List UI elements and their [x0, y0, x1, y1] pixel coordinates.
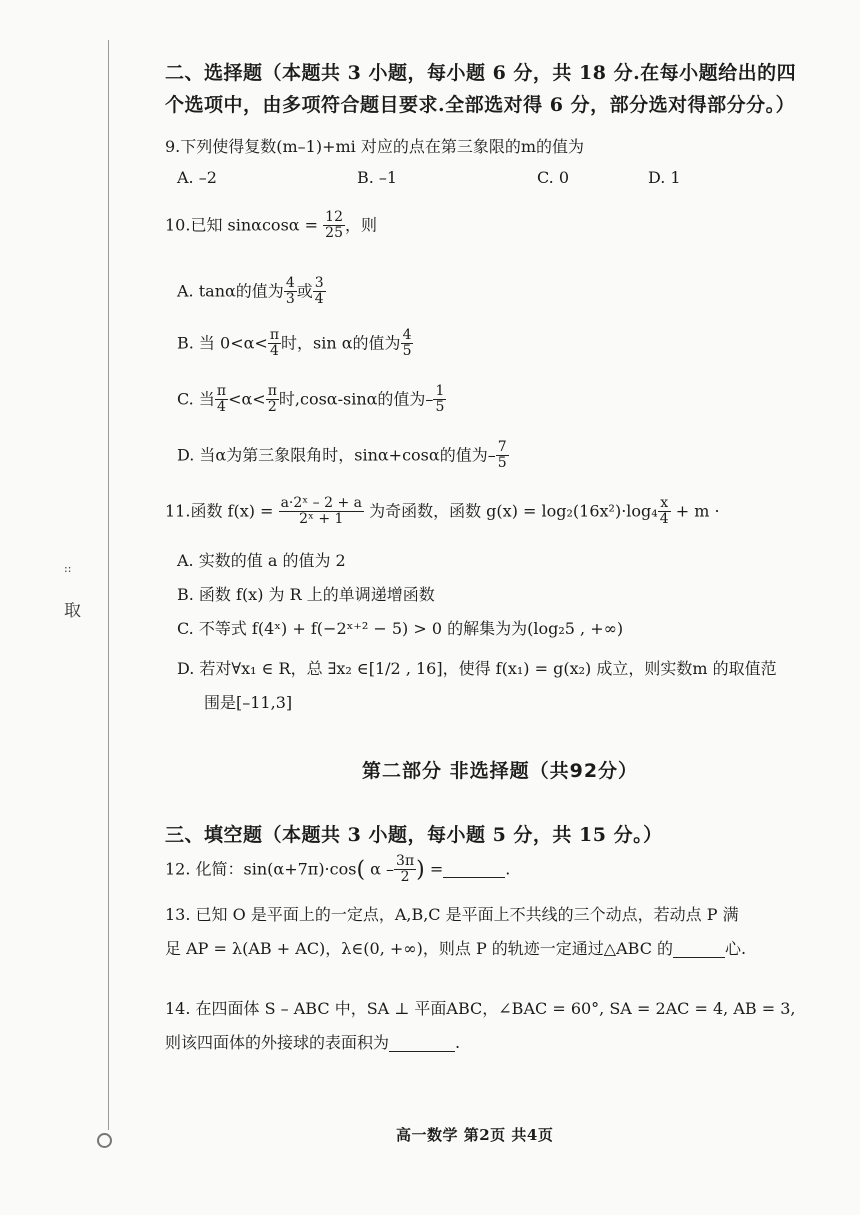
q14-answer-blank[interactable]	[389, 1035, 455, 1052]
q9-option-d: D. 1	[648, 168, 681, 187]
q9-option-c: C. 0	[537, 168, 570, 187]
q10-option-d: D. 当α为第三象限角时，sinα+cosα的值为– $\frac{7}{5}$	[177, 439, 507, 472]
q11-option-b: B. 函数 f(x) 为 R 上的单调递增函数	[177, 585, 435, 604]
section3-heading: 三、填空题（本题共 3 小题，每小题 5 分，共 15 分。）	[165, 824, 663, 846]
q10-option-c: C. 当 $\frac{\pi}{4}$ <α< $\frac{\pi}{2}$ 时,cosα-sinα的值为– $\frac{1}{5}$	[177, 383, 445, 416]
section2-heading-line2: 个选项中，由多项符合题目要求.全部选对得 6 分，部分选对得部分分。）	[165, 94, 796, 116]
section2-heading-line1: 二、选择题（本题共 3 小题，每小题 6 分，共 18 分.在每小题给出的四	[165, 62, 797, 84]
binding-margin-line	[108, 40, 109, 1130]
q13-line1: 13. 已知 O 是平面上的一定点，A,B,C 是平面上不共线的三个动点，若动点 P 满	[165, 905, 739, 924]
q12: 12. 化简：sin(α+7π)·cos( α – $\frac{3\pi}{2}$ ) = .	[165, 853, 511, 886]
page-footer: 高一数学 第2页 共4页	[396, 1126, 554, 1144]
q10-stem: 10.已知 sinαcosα = $\frac{12}{25}$ ，则	[165, 209, 378, 242]
binding-hole-icon	[97, 1133, 112, 1148]
q13-line2: 足 AP = λ(AB + AC)，λ∈(0, +∞)，则点 P 的轨迹一定通过△ABC 的 心.	[165, 939, 747, 958]
q11-stem: 11.函数 f(x) = $\frac{\text{a·2ˣ – 2 + a}}{\text{2ˣ + 1}}$ 为奇函数，函数 g(x) = log₂(16x²)·log₄ $\frac{x}{4}$ + m ·	[165, 495, 720, 528]
q10-option-b: B. 当 0<α< $\frac{\pi}{4}$ 时，sin α的值为 $\frac{4}{5}$	[177, 327, 412, 360]
q10-option-a: A. tanα的值为 $\frac{4}{3}$ 或 $\frac{3}{4}$	[177, 275, 324, 308]
q14-line1: 14. 在四面体 S – ABC 中，SA ⊥ 平面ABC，∠BAC = 60°, SA = 2AC = 4, AB = 3,	[165, 999, 796, 1018]
margin-mark: ::	[64, 562, 72, 575]
margin-char-qu: 取	[64, 601, 81, 621]
q12-answer-blank[interactable]	[443, 861, 505, 878]
q14-line2: 则该四面体的外接球的表面积为 .	[165, 1033, 461, 1052]
q11-option-c: C. 不等式 f(4ˣ) + f(−2ˣ⁺² − 5) > 0 的解集为为(log₂5 , +∞)	[177, 619, 624, 638]
q9-stem: 9.下列使得复数(m–1)+mi 对应的点在第三象限的m的值为	[165, 137, 585, 156]
q11-option-d-line2: 围是[–11,3]	[204, 693, 293, 712]
q11-option-d-line1: D. 若对∀x₁ ∈ R，总 ∃x₂ ∈[1/2 , 16]，使得 f(x₁) = g(x₂) 成立，则实数m 的取值范	[177, 659, 777, 678]
part2-heading: 第二部分 非选择题（共92分）	[362, 760, 639, 782]
q9-option-a: A. –2	[177, 168, 217, 187]
q9-option-b: B. –1	[357, 168, 398, 187]
q13-answer-blank[interactable]	[673, 941, 725, 958]
q11-option-a: A. 实数的值 a 的值为 2	[177, 551, 346, 570]
